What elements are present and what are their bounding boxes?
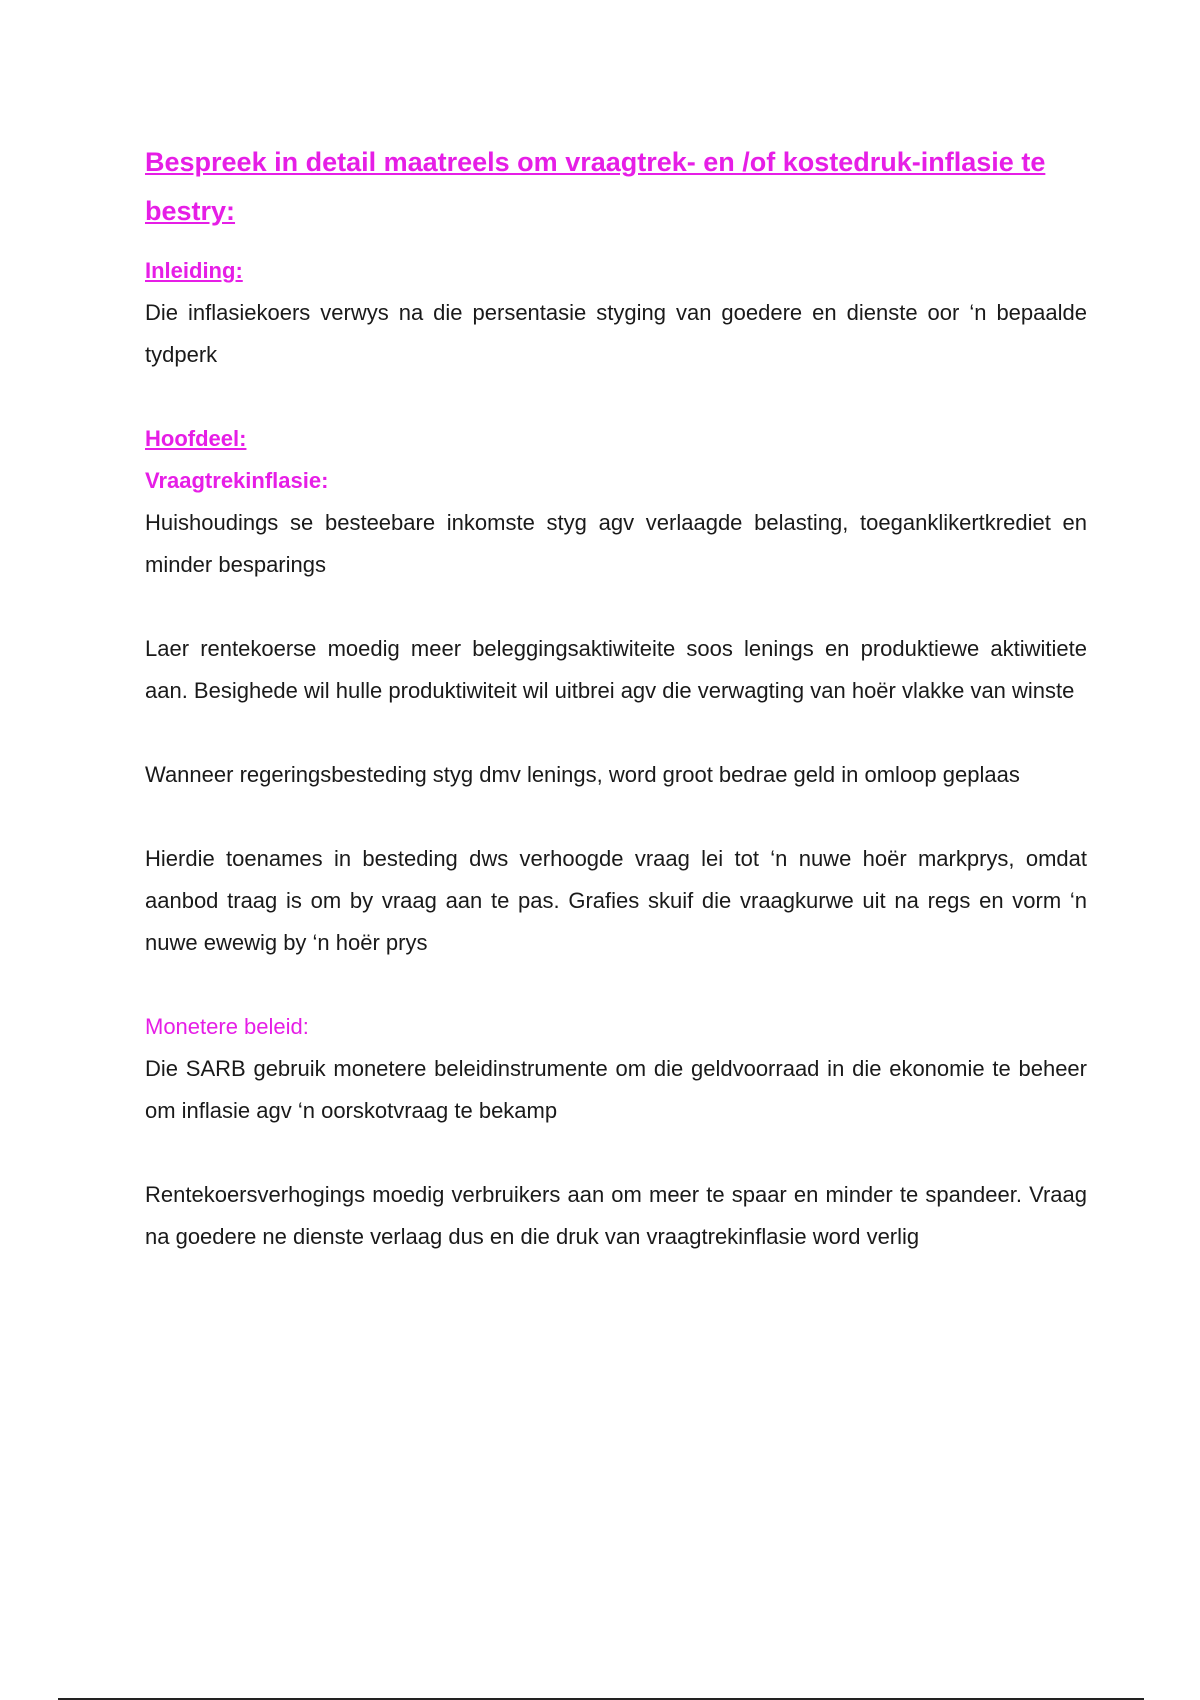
spacer	[145, 236, 1087, 250]
spacer	[145, 1132, 1087, 1174]
spacer	[145, 712, 1087, 754]
intro-heading: Inleiding:	[145, 258, 243, 283]
document-title: Bespreek in detail maatreels om vraagtrek- en /of kostedruk-inflasie te bestry:	[145, 147, 1046, 226]
main-heading: Hoofdeel:	[145, 426, 247, 451]
intro-paragraph: Die inflasiekoers verwys na die persentasie styging van goedere en dienste oor ‘n bepaalde tydperk	[145, 300, 1087, 367]
spacer	[145, 376, 1087, 418]
spacer	[145, 586, 1087, 628]
body-paragraph: Die SARB gebruik monetere beleidinstrumente om die geldvoorraad in die ekonomie te beheer om inflasie agv ‘n oorskotvraag te bekamp	[145, 1056, 1087, 1123]
body-paragraph: Laer rentekoerse moedig meer beleggingsaktiwiteite soos lenings en produktiewe aktiwitiete aan. Besighede wil hulle produktiwiteit wil uitbrei agv die verwagting van hoër vlakke van winste	[145, 636, 1087, 703]
document-page	[145, 138, 1087, 1258]
body-paragraph: Hierdie toenames in besteding dws verhoogde vraag lei tot ‘n nuwe hoër markprys, omdat aanbod traag is om by vraag aan te pas. Grafies skuif die vraagkurwe uit na regs en vorm ‘n nuwe ewewig by ‘n hoër prys	[145, 846, 1087, 955]
body-paragraph: Wanneer regeringsbesteding styg dmv lenings, word groot bedrae geld in omloop geplaas	[145, 762, 1020, 787]
monetary-policy-heading: Monetere beleid:	[145, 1014, 309, 1039]
body-paragraph: Rentekoersverhogings moedig verbruikers aan om meer te spaar en minder te spandeer. Vraag na goedere ne dienste verlaag dus en die druk van vraagtrekinflasie word verlig	[145, 1182, 1087, 1249]
spacer	[145, 796, 1087, 838]
demand-pull-subheading: Vraagtrekinflasie:	[145, 468, 329, 493]
body-paragraph: Huishoudings se besteebare inkomste styg agv verlaagde belasting, toeganklikertkrediet en minder besparings	[145, 510, 1087, 577]
spacer	[145, 964, 1087, 1006]
